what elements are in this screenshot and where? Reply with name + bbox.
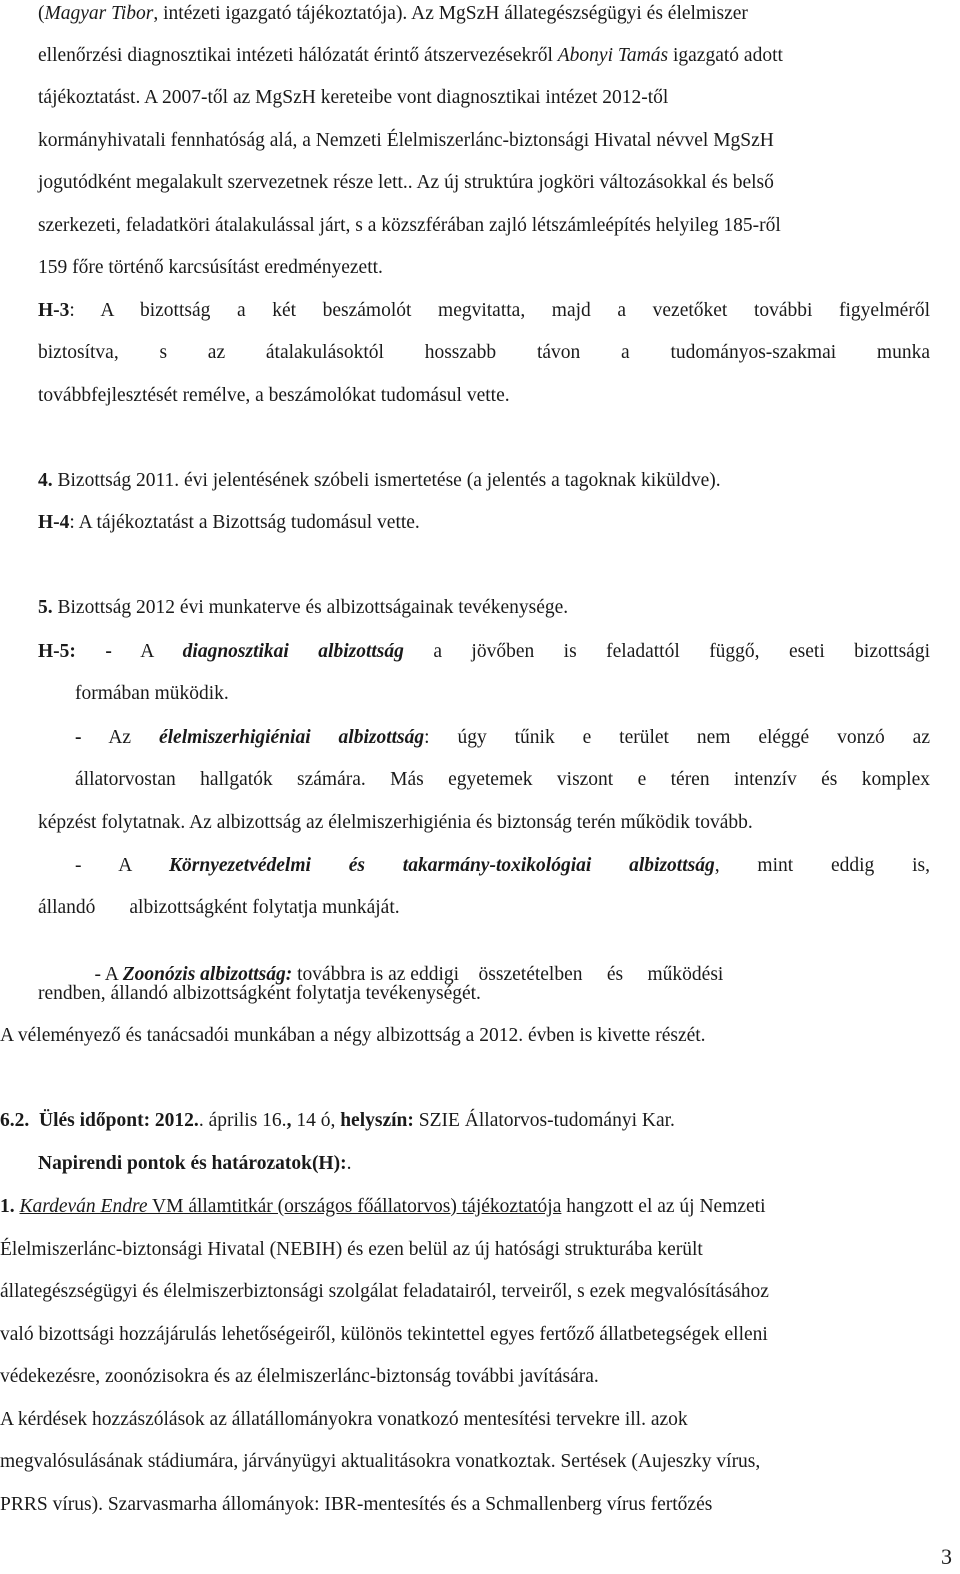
subcommittee-name: élelmiszerhigiéniai albizottság [158,727,425,748]
item-number: 4. [38,470,53,491]
text-fragment: : A tájékoztatást a Bizottság tudomásul vette. [69,512,420,533]
resolution-line [38,896,400,920]
text-fragment: - A [75,855,170,876]
resolution-line: biztosítva, s az átalakulásoktól hosszabb távon a tudományos-szakmai munka [38,342,930,363]
resolution-line: állatorvostan hallgatók számára. Más egyetemek viszont e téren intenzív és komplex [75,769,930,790]
person-name: Kardeván Endre [19,1196,148,1217]
resolution-label: H-3 [38,300,70,321]
meeting-date: . április 16. [198,1110,287,1131]
subcommittee-name: diagnosztikai albizottság [182,641,404,662]
resolution-line: továbbfejlesztését remélve, a beszámolókat tudomásul vette. [38,385,510,406]
resolution-line [38,511,420,535]
paragraph-line: Élelmiszerlánc-biztonsági Hivatal (NEBIH) és ezen belül az új hatósági strukturába került [0,1239,703,1260]
meeting-date-label: Ülés időpont: 2012. [39,1110,199,1131]
text-fragment: ( [38,3,45,24]
text-fragment: : úgy tűnik e terület nem eléggé vonzó az [424,727,930,748]
resolution-line [75,726,930,750]
text-fragment: továbbra is az eddigi összetételben és működési [292,964,724,985]
paragraph-line: állategészségügyi és élelmiszerbiztonsági szolgálat feladatairól, terveiről, s ezek megvalósításához [0,1281,769,1302]
text-fragment: ellenőrzési diagnosztikai intézeti hálózatát érintő átszervezésekről [38,45,553,66]
subcommittee-name: Zoonózis albizottság: [122,964,293,985]
text-fragment: Az [81,727,159,748]
venue: SZIE Állatorvos-tudományi Kar. [413,1110,675,1131]
text-fragment: hangzott el az új Nemzeti [561,1196,766,1217]
resolution-line: formában müködik. [75,683,229,704]
paragraph-line: kormányhivatali fennhatóság alá, a Nemzeti Élelmiszerlánc-biztonsági Hivatal névvel MgSzH [38,130,774,151]
item-number: 5. [38,597,53,618]
resolution-label: H-5: - [38,641,112,662]
paragraph-line: tájékoztatást. A 2007-től az MgSzH kereteibe vont diagnosztikai intézet 2012-től [38,87,669,108]
text-fragment: . [346,1153,352,1174]
text-fragment: , intézeti igazgató tájékoztatója). Az MgSzH állategészségügyi és élelmiszer [153,3,748,24]
resolution-line: rendben, állandó albizottságként folytatja tevékenységét. [38,983,481,1004]
meeting-time: 14 ó, [291,1110,341,1131]
section-number: 6.2. [0,1110,30,1131]
text-fragment: , mint eddig is, [714,855,930,876]
paragraph-line: 159 főre történő karcsúsítást eredményezett. [38,257,383,278]
venue-label: helyszín: [340,1110,414,1131]
text-fragment: - A [94,964,123,985]
agenda-title: Napirendi pontok és határozatok(H): [38,1153,347,1174]
agenda-item-1 [0,1195,766,1219]
paragraph-line: szerkezeti, feladatköri átalakulással járt, s a közszférában zajló létszámleépítés helyileg 185-ről [38,215,781,236]
paragraph-line: jogutódként megalakult szervezetnek része lett.. Az új struktúra jogköri változásokkal és belső [38,172,774,193]
agenda-heading [38,1152,351,1176]
paragraph-line [38,44,783,68]
page-number: 3 [941,1544,952,1569]
resolution-line [38,640,930,664]
text-fragment: , [286,1110,292,1131]
item-number: 1. [0,1196,15,1217]
paragraph-line: védekezésre, zoonózisokra és az élelmiszerlánc-biztonság további javítására. [0,1366,599,1387]
subcommittee-name: Környezetvédelmi és takarmány-toxikológiai albizottság [169,855,715,876]
paragraph-line: A kérdések hozzászólások az állatállományokra vonatkozó mentesítési tervekre ill. azok [0,1409,688,1430]
agenda-item-4 [38,469,721,493]
person-name: Abonyi Tamás [557,45,669,66]
text-fragment: Bizottság 2012 évi munkaterve és albizottságainak tevékenysége. [52,597,569,618]
resolution-label: H-4 [38,512,70,533]
text-fragment: a jövőben is feladattól függő, eseti bizottsági [403,641,930,662]
paragraph-line [38,2,748,26]
talk-title: VM államtitkár (országos főállatorvos) tájékoztatója [147,1196,562,1217]
paragraph-line: való bizottsági hozzájárulás lehetőségeiről, különös tekintettel egyes fertőző állatbetegségek elleni [0,1324,768,1345]
text-fragment: állandó [38,897,96,918]
text-fragment: Bizottság 2011. évi jelentésének szóbeli ismertetése (a jelentés a tagoknak kiküldve). [52,470,721,491]
dash: - [75,727,82,748]
agenda-item-5 [38,596,568,620]
section-heading [0,1109,675,1133]
text-fragment: A [111,641,183,662]
paragraph-line: PRRS vírus). Szarvasmarha állományok: IBR-mentesítés és a Schmallenberg vírus fertőzés [0,1494,713,1515]
text-fragment: igazgató adott [672,45,783,66]
resolution-line: képzést folytatnak. Az albizottság az élelmiszerhigiénia és biztonság terén működik tovább. [38,812,753,833]
paragraph-line: megvalósulásának stádiumára, járványügyi aktualitásokra vonatkoztak. Sertések (Aujeszky vírus, [0,1451,761,1472]
resolution-line [38,299,930,323]
resolution-line [75,854,930,878]
summary-line: A véleményező és tanácsadói munkában a négy albizottság a 2012. évben is kivette részét. [0,1025,706,1046]
text-fragment: albizottságként folytatja munkáját. [129,897,400,918]
text-fragment: : A bizottság a két beszámolót megvitatta, majd a vezetőket további figyelméről [69,300,930,321]
person-name: Magyar Tibor [44,3,154,24]
